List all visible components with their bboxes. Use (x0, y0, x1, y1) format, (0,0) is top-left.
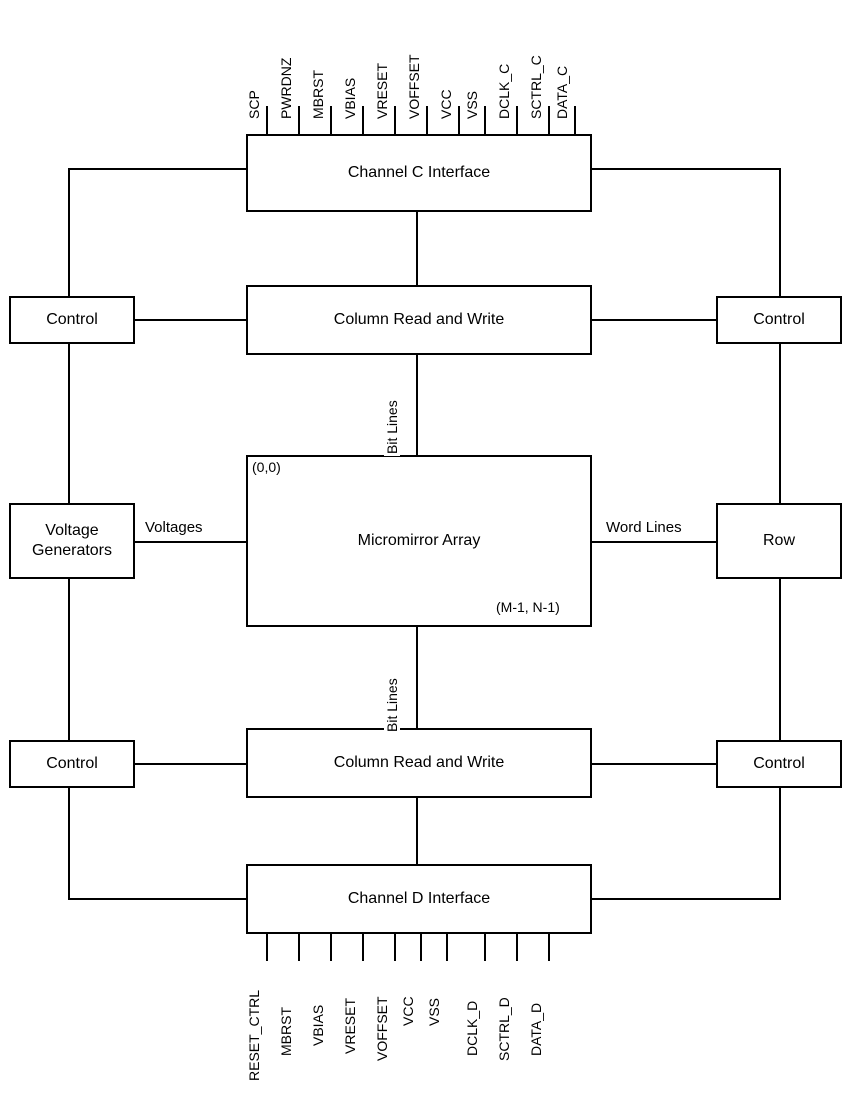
pin-label-top-4: VRESET (374, 62, 390, 119)
block-micromirror-array-label: Micromirror Array (357, 532, 481, 549)
link-array-to-col-bottom (416, 627, 418, 728)
bus-channel-c-right (590, 168, 781, 170)
array-corner-bottom-right: (M-1, N-1) (496, 599, 560, 615)
pin-label-top-5: VOFFSET (406, 54, 422, 119)
pin-label-top-2: MBRST (310, 70, 326, 119)
pin-label-top-9: SCTRL_C (528, 55, 544, 119)
pin-label-bottom-3: VRESET (342, 997, 358, 1054)
pin-tick-top-10 (548, 106, 550, 135)
edge-label-word-lines: Word Lines (603, 519, 685, 536)
block-control-top-left[interactable] (9, 296, 135, 344)
block-control-top-left-label: Control (46, 311, 98, 328)
pin-tick-bottom-2 (298, 932, 300, 961)
block-control-bottom-left[interactable] (9, 740, 135, 788)
pin-tick-bottom-6 (420, 932, 422, 961)
edge-label-bit-lines-top: Bit Lines (384, 400, 400, 454)
pin-label-bottom-7: DCLK_D (464, 1000, 480, 1056)
block-column-read-write-bottom-label: Column Read and Write (333, 754, 505, 771)
block-channel-d-interface-label: Channel D Interface (347, 890, 491, 907)
pin-tick-top-8 (484, 106, 486, 135)
pin-tick-bottom-5 (394, 932, 396, 961)
block-row-label: Row (762, 532, 795, 549)
pin-tick-top-2 (298, 106, 300, 135)
pin-label-top-3: VBIAS (342, 77, 358, 119)
pin-label-bottom-1: MBRST (278, 1007, 294, 1056)
pin-tick-top-5 (394, 106, 396, 135)
edge-label-voltages: Voltages (142, 519, 206, 536)
pin-label-bottom-5: VCC (400, 996, 416, 1026)
pin-tick-bottom-4 (362, 932, 364, 961)
pin-label-top-0: SCP (246, 90, 262, 119)
pin-label-bottom-2: VBIAS (310, 1004, 326, 1046)
link-control-bl-to-col-bottom (135, 763, 246, 765)
pin-label-top-6: VCC (438, 89, 454, 119)
pin-tick-top-7 (458, 106, 460, 135)
block-channel-c-interface-label: Channel C Interface (347, 164, 491, 181)
block-column-read-write-top-label: Column Read and Write (333, 311, 505, 328)
block-voltage-generators-label-line1: Voltage (45, 522, 99, 539)
pin-label-bottom-8: SCTRL_D (496, 997, 512, 1061)
pin-label-top-1: PWRDNZ (278, 57, 294, 119)
pin-tick-top-4 (362, 106, 364, 135)
pin-label-bottom-0: RESET_CTRL (246, 989, 262, 1081)
block-control-top-right-label: Control (753, 311, 805, 328)
pin-tick-bottom-3 (330, 932, 332, 961)
block-column-read-write-top[interactable] (246, 285, 592, 355)
pin-tick-bottom-7 (446, 932, 448, 961)
link-col-bottom-to-control-br (590, 763, 716, 765)
block-voltage-generators[interactable] (9, 503, 135, 579)
block-channel-d-interface[interactable] (246, 864, 592, 934)
block-control-bottom-right[interactable] (716, 740, 842, 788)
pin-label-top-8: DCLK_C (496, 63, 512, 119)
pin-tick-top-9 (516, 106, 518, 135)
pin-label-bottom-6: VSS (426, 997, 442, 1026)
link-voltage-to-array (135, 541, 246, 543)
pin-label-bottom-4: VOFFSET (374, 996, 390, 1061)
block-row[interactable] (716, 503, 842, 579)
block-control-bottom-left-label: Control (46, 755, 98, 772)
pin-tick-bottom-8 (484, 932, 486, 961)
pin-tick-top-1 (266, 106, 268, 135)
block-voltage-generators-label-line2: Generators (31, 542, 113, 559)
bus-channel-c-left (68, 168, 246, 170)
bus-channel-d-right (590, 898, 781, 900)
pin-label-top-10: DATA_C (554, 65, 570, 119)
pin-tick-top-6 (426, 106, 428, 135)
link-col-top-to-array (416, 354, 418, 455)
link-col-top-to-control-tr (590, 319, 716, 321)
block-column-read-write-bottom[interactable] (246, 728, 592, 798)
pin-tick-bottom-1 (266, 932, 268, 961)
link-array-to-row (590, 541, 716, 543)
pin-label-top-7: VSS (464, 90, 480, 119)
link-col-bottom-to-channel-d (416, 798, 418, 871)
bus-channel-d-left (68, 898, 246, 900)
block-control-bottom-right-label: Control (753, 755, 805, 772)
pin-tick-top-11 (574, 106, 576, 135)
block-channel-c-interface[interactable] (246, 134, 592, 212)
array-corner-top-left: (0,0) (252, 459, 281, 475)
pin-label-bottom-9: DATA_D (528, 1002, 544, 1056)
link-channel-c-to-col-top (416, 212, 418, 285)
block-control-top-right[interactable] (716, 296, 842, 344)
pin-tick-top-3 (330, 106, 332, 135)
edge-label-bit-lines-bottom: Bit Lines (384, 678, 400, 732)
pin-tick-bottom-9 (516, 932, 518, 961)
link-control-tl-to-col-top (135, 319, 246, 321)
pin-tick-bottom-10 (548, 932, 550, 961)
